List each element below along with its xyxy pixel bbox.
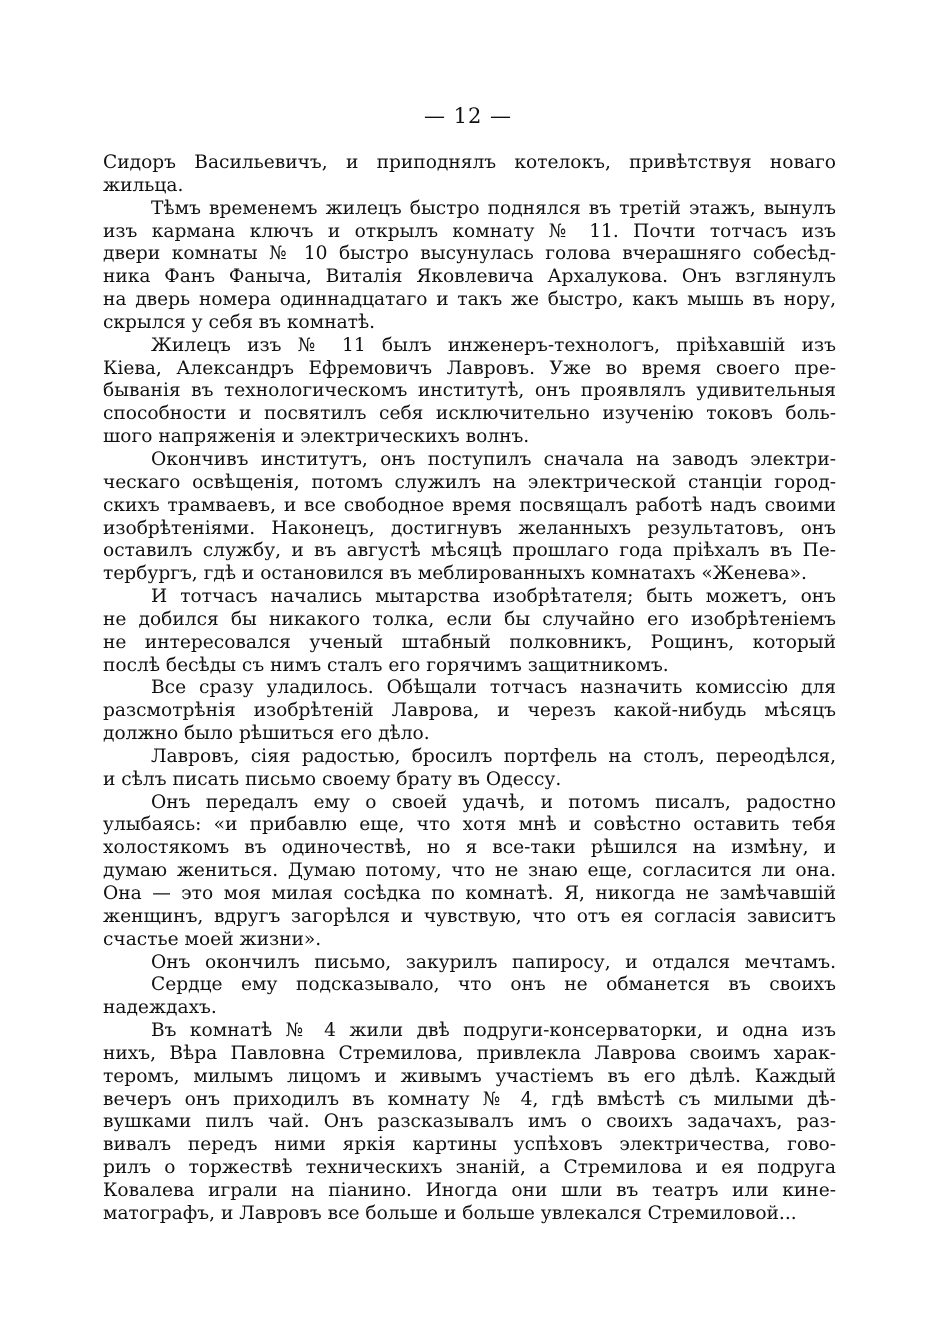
text-line: нихъ, Вѣра Павловна Стремилова, привлекла Лаврова своимъ харак- — [103, 1042, 836, 1064]
page-number: — 12 — — [423, 104, 513, 128]
text-line: Въ комнатѣ № 4 жили двѣ подруги-консерваторки, и одна изъ — [151, 1020, 836, 1042]
text-line: женщинъ, вдругъ загорѣлся и чувствую, что отъ ея согласія зависитъ — [103, 905, 836, 927]
text-line: двери комнаты № 10 быстро высунулась голова вчерашняго собесѣд- — [103, 243, 836, 265]
text-line: Кіева, Александръ Ефремовичъ Лавровъ. Уже во время своего пре- — [103, 357, 836, 379]
text-line: Сердце ему подсказывало, что онъ не обманется въ своихъ — [151, 974, 836, 996]
text-line: шого напряженія и электрическихъ волнъ. — [103, 426, 530, 448]
text-line: И тотчасъ начались мытарства изобрѣтателя; быть можетъ, онъ — [151, 586, 836, 608]
text-line: матографъ, и Лавровъ все больше и больше увлекался Стремиловой... — [103, 1202, 797, 1224]
text-line: надеждахъ. — [103, 997, 217, 1019]
text-line: послѣ бесѣды съ нимъ сталъ его горячимъ защитникомъ. — [103, 654, 669, 676]
text-line: скихъ трамваевъ, и все свободное время посвящалъ работѣ надъ своими — [103, 494, 836, 516]
text-line: вивалъ передъ ними яркія картины успѣховъ электричества, гово- — [103, 1134, 836, 1156]
text-line: теромъ, милымъ лицомъ и живымъ участіемъ въ его дѣлѣ. Каждый — [103, 1065, 836, 1087]
text-line: Онъ окончилъ письмо, закурилъ папиросу, и отдался мечтамъ. — [151, 951, 836, 973]
text-line: Она — это моя милая сосѣдка по комнатѣ. Я, никогда не замѣчавшій — [103, 883, 836, 904]
text-line: и сѣлъ писать письмо своему брату въ Одессу. — [103, 768, 562, 790]
text-line: должно было рѣшиться его дѣло. — [103, 723, 430, 745]
text-line: Окончивъ институтъ, онъ поступилъ сначала на заводъ электри- — [151, 448, 836, 470]
text-line: Тѣмъ временемъ жилецъ быстро поднялся въ третій этажъ, вынулъ — [151, 197, 836, 219]
text-line: думаю жениться. Думаю потому, что не знаю еще, согласится ли она. — [103, 860, 836, 882]
text-line: счастье моей жизни». — [103, 928, 322, 950]
text-line: оставилъ службу, и въ августѣ мѣсяцѣ прошлаго года пріѣхалъ въ Пе- — [103, 540, 836, 562]
body-text — [103, 152, 836, 1226]
text-line: улыбаясь: «и прибавлю еще, что хотя мнѣ и совѣстно оставить тебя — [103, 814, 836, 836]
text-line: вечеръ онъ приходилъ въ комнату № 4, гдѣ вмѣстѣ съ милыми дѣ- — [103, 1088, 836, 1110]
text-line: скрылся у себя въ комнатѣ. — [103, 311, 376, 333]
text-line: не добился бы никакого толка, если бы случайно его изобрѣтеніемъ — [103, 608, 836, 630]
text-line: не интересовался ученый штабный полковникъ, Рощинъ, который — [103, 631, 836, 653]
text-line: тербургъ, гдѣ и остановился въ меблированныхъ комнатахъ «Женева». — [103, 563, 807, 585]
text-line: изобрѣтеніями. Наконецъ, достигнувъ желанныхъ результатовъ, онъ — [103, 517, 836, 539]
text-line: ника Фанъ Фаныча, Виталія Яковлевича Архалукова. Онъ взглянулъ — [103, 266, 836, 288]
text-line: вушками пилъ чай. Онъ разсказывалъ имъ о своихъ задачахъ, раз- — [103, 1111, 836, 1133]
text-line: Лавровъ, сіяя радостью, бросилъ портфель на столъ, переодѣлся, — [151, 745, 836, 767]
text-line: рилъ о торжествѣ техническихъ знаній, а Стремилова и ея подруга — [103, 1157, 836, 1179]
text-line: изъ кармана ключъ и открылъ комнату № 11. Почти тотчасъ изъ — [103, 220, 836, 242]
text-line: Все сразу уладилось. Обѣщали тотчасъ назначить комиссію для — [151, 677, 836, 699]
text-line: Жилецъ изъ № 11 былъ инженеръ-технологъ, пріѣхавшій изъ — [151, 334, 836, 356]
text-line: на дверь номера одиннадцатаго и такъ же быстро, какъ мышь въ нору, — [103, 289, 836, 311]
text-line: Онъ передалъ ему о своей удачѣ, и потомъ писалъ, радостно — [151, 791, 836, 813]
text-line: ческаго освѣщенія, потомъ служилъ на электрической станціи город- — [103, 471, 836, 493]
text-line: разсмотрѣнія изобрѣтеній Лаврова, и черезъ какой-нибудь мѣсяцъ — [103, 700, 836, 722]
text-line: быванія въ технологическомъ институтѣ, онъ проявлялъ удивительныя — [103, 380, 836, 402]
text-line: жильца. — [103, 174, 184, 196]
text-line: холостякомъ въ одиночествѣ, но я все-таки рѣшился на измѣну, и — [103, 837, 836, 859]
text-line: способности и посвятилъ себя исключительно изученію токовъ боль- — [103, 403, 836, 425]
text-line: Ковалева играли на піанино. Иногда они шли въ театръ или кине- — [103, 1179, 836, 1201]
text-line: Сидоръ Васильевичъ, и приподнялъ котелокъ, привѣтствуя новаго — [103, 152, 836, 173]
